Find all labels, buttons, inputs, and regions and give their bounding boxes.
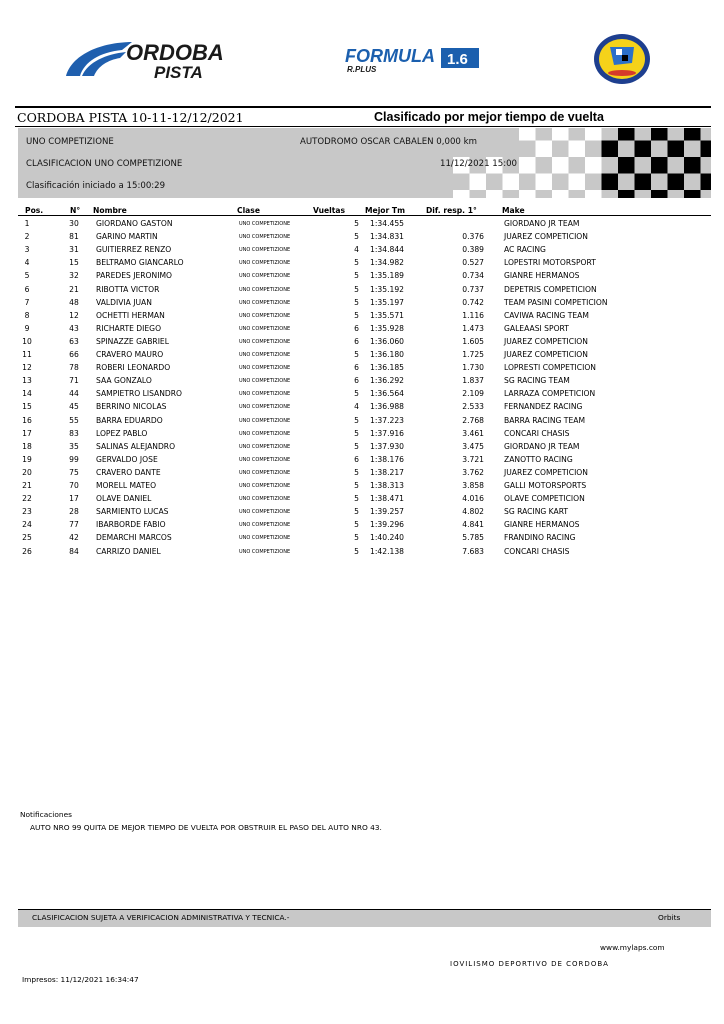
- row-driver-name: CARRIZO DANIEL: [96, 546, 161, 556]
- row-driver-name: IBARBORDE FABIO: [96, 520, 166, 530]
- table-row: [0, 442, 724, 455]
- row-diff: 2.533: [462, 402, 484, 412]
- row-class: UNO COMPETIZIONE: [239, 417, 291, 424]
- table-row: [0, 324, 724, 337]
- row-team: CAVIWA RACING TEAM: [504, 310, 589, 320]
- row-class: UNO COMPETIZIONE: [239, 535, 291, 542]
- row-team: TEAM PASINI COMPETICION: [504, 297, 608, 307]
- row-laps: 4: [354, 402, 359, 412]
- row-class: UNO COMPETIZIONE: [239, 483, 291, 489]
- row-driver-name: PAREDES JERONIMO: [96, 271, 172, 281]
- row-diff: 0.742: [462, 297, 484, 307]
- row-team: CONCARI CHASIS: [504, 546, 570, 556]
- row-diff: 1.837: [462, 376, 484, 386]
- organizer-label: IOVILISMO DEPORTIVO DE CORDOBA: [450, 960, 609, 968]
- row-team: SG RACING TEAM: [504, 376, 570, 386]
- row-class: UNO COMPETIZIONE: [239, 338, 291, 345]
- row-driver-name: BELTRAMO GIANCARLO: [96, 258, 184, 268]
- title-top-rule: [15, 106, 711, 108]
- row-number: 63: [69, 336, 79, 346]
- row-pos: 2: [24, 232, 30, 242]
- row-class: UNO COMPETIZIONE: [239, 286, 291, 293]
- notes-text: AUTO NRO 99 QUITA DE MEJOR TIEMPO DE VUELTA POR OBSTRUIR EL PASO DEL AUTO NRO 43.: [30, 823, 382, 832]
- row-driver-name: SAMPIETRO LISANDRO: [96, 389, 183, 399]
- row-laps: 5: [354, 415, 359, 425]
- row-driver-name: RIBOTTA VICTOR: [96, 284, 160, 294]
- row-class: UNO COMPETIZIONE: [239, 299, 291, 306]
- table-row: [0, 219, 724, 232]
- row-diff: 1.116: [462, 310, 484, 320]
- row-driver-name: SAA GONZALO: [96, 376, 152, 386]
- row-number: 45: [69, 402, 79, 412]
- row-diff: 0.734: [462, 271, 484, 281]
- row-number: 71: [69, 376, 79, 386]
- row-best-time: 1:36.060: [370, 336, 404, 346]
- table-row: [0, 481, 724, 494]
- row-best-time: 1:36.988: [370, 402, 404, 412]
- row-laps: 5: [354, 310, 359, 320]
- row-pos: 25: [22, 533, 32, 543]
- table-row: [0, 520, 724, 533]
- row-pos: 1: [24, 219, 30, 228]
- table-row: [0, 311, 724, 324]
- row-number: 81: [69, 232, 79, 242]
- row-diff: 2.768: [462, 415, 484, 425]
- row-class: UNO COMPETIZIONE: [239, 365, 291, 372]
- row-driver-name: CRAVERO MAURO: [96, 350, 164, 359]
- row-team: GALLI MOTORSPORTS: [504, 481, 587, 490]
- row-driver-name: RICHARTE DIEGO: [96, 323, 162, 333]
- row-best-time: 1:40.240: [370, 533, 404, 543]
- row-diff: 4.802: [462, 507, 484, 517]
- row-best-time: 1:37.916: [370, 428, 404, 438]
- row-driver-name: GIORDANO GASTON: [96, 219, 173, 228]
- row-team: FERNANDEZ RACING: [504, 402, 583, 412]
- row-team: JUAREZ COMPETICION: [504, 350, 588, 359]
- row-best-time: 1:42.138: [370, 546, 404, 556]
- row-pos: 11: [22, 350, 32, 359]
- row-number: 84: [69, 546, 79, 556]
- row-class: UNO COMPETIZIONE: [239, 430, 291, 437]
- printed-timestamp: Impresos: 11/12/2021 16:34:47: [22, 975, 139, 984]
- table-row: [0, 455, 724, 468]
- session-start-label: Clasificación iniciado a 15:00:29: [26, 181, 166, 191]
- row-team: FRANDINO RACING: [504, 533, 576, 543]
- row-class: UNO COMPETIZIONE: [239, 260, 291, 267]
- row-pos: 12: [22, 363, 32, 373]
- row-laps: 6: [354, 363, 359, 373]
- title-bottom-rule: [15, 126, 711, 127]
- row-number: 77: [69, 520, 79, 530]
- row-class: UNO COMPETIZIONE: [239, 325, 291, 332]
- row-laps: 5: [354, 533, 359, 543]
- col-num-header: N°: [70, 206, 81, 215]
- row-driver-name: GARINO MARTIN: [96, 232, 158, 242]
- row-best-time: 1:34.982: [370, 258, 404, 268]
- row-number: 70: [69, 481, 79, 490]
- table-row: [0, 271, 724, 284]
- row-best-time: 1:35.189: [370, 271, 404, 281]
- row-number: 44: [69, 389, 79, 399]
- row-number: 55: [69, 415, 79, 425]
- row-best-time: 1:38.217: [370, 467, 404, 477]
- row-diff: 3.721: [462, 454, 484, 464]
- row-driver-name: GERVALDO JOSE: [96, 454, 158, 464]
- cordoba-swoosh-icon: [62, 36, 232, 82]
- row-laps: 5: [354, 258, 359, 268]
- table-row: [0, 285, 724, 298]
- row-team: JUAREZ COMPETICION: [504, 232, 588, 242]
- row-laps: 5: [354, 507, 359, 517]
- col-pos-header: Pos.: [25, 206, 44, 215]
- table-row: [0, 416, 724, 429]
- row-class: UNO COMPETIZIONE: [239, 378, 291, 385]
- table-row: [0, 337, 724, 350]
- row-diff: 7.683: [462, 546, 484, 556]
- formula-logo-text: FORMULA: [345, 46, 435, 66]
- row-diff: 3.461: [462, 428, 484, 438]
- row-driver-name: OCHETTI HERMAN: [96, 310, 165, 320]
- row-best-time: 1:38.471: [370, 494, 404, 504]
- row-best-time: 1:36.185: [370, 363, 404, 373]
- row-number: 83: [69, 428, 79, 438]
- row-best-time: 1:36.564: [370, 389, 404, 399]
- row-driver-name: SALINAS ALEJANDRO: [96, 441, 176, 451]
- row-number: 32: [69, 271, 79, 281]
- col-name-header: Nombre: [93, 206, 127, 215]
- table-row: [0, 376, 724, 389]
- table-row: [0, 429, 724, 442]
- row-laps: 5: [354, 232, 359, 242]
- row-laps: 5: [354, 284, 359, 294]
- category-label: UNO COMPETIZIONE: [26, 137, 114, 147]
- row-driver-name: OLAVE DANIEL: [96, 494, 152, 504]
- row-team: LOPESTRI MOTORSPORT: [504, 258, 596, 268]
- row-best-time: 1:35.197: [370, 297, 404, 307]
- row-class: UNO COMPETIZIONE: [239, 273, 291, 280]
- col-laps-header: Vueltas: [313, 206, 346, 215]
- row-number: 48: [69, 297, 79, 307]
- row-diff: 4.841: [462, 520, 484, 530]
- row-pos: 17: [22, 428, 32, 438]
- row-number: 43: [69, 323, 79, 333]
- club-badge-logo: [592, 33, 652, 85]
- row-best-time: 1:36.180: [370, 350, 404, 359]
- row-pos: 10: [22, 336, 32, 346]
- row-laps: 5: [354, 546, 359, 556]
- row-driver-name: VALDIVIA JUAN: [96, 297, 152, 307]
- row-number: 31: [69, 245, 79, 255]
- row-driver-name: SARMIENTO LUCAS: [96, 507, 169, 517]
- col-class-header: Clase: [237, 206, 260, 215]
- row-class: UNO COMPETIZIONE: [239, 522, 291, 529]
- row-team: LARRAZA COMPETICION: [504, 389, 596, 399]
- row-laps: 6: [354, 454, 359, 464]
- row-driver-name: CRAVERO DANTE: [96, 467, 161, 477]
- row-driver-name: MORELL MATEO: [96, 481, 157, 490]
- row-best-time: 1:39.257: [370, 507, 404, 517]
- row-pos: 3: [24, 245, 30, 255]
- row-best-time: 1:35.571: [370, 310, 404, 320]
- footer-disclaimer: CLASIFICACION SUJETA A VERIFICACION ADMINISTRATIVA Y TECNICA.-: [32, 913, 290, 922]
- row-team: LOPRESTI COMPETICION: [504, 363, 596, 373]
- row-team: GIORDANO JR TEAM: [504, 219, 580, 228]
- row-driver-name: ROBERI LEONARDO: [96, 363, 171, 373]
- row-driver-name: SPINAZZE GABRIEL: [96, 336, 169, 346]
- col-diff-header: Dif. resp. 1°: [426, 206, 477, 215]
- report-title: Clasificado por mejor tiempo de vuelta: [374, 110, 604, 124]
- row-diff: 3.762: [462, 467, 484, 477]
- row-best-time: 1:34.831: [370, 232, 404, 242]
- row-number: 15: [69, 258, 79, 268]
- row-laps: 4: [354, 245, 359, 255]
- row-pos: 19: [22, 454, 32, 464]
- row-class: UNO COMPETIZIONE: [239, 234, 291, 241]
- row-laps: 5: [354, 441, 359, 451]
- row-best-time: 1:34.455: [370, 219, 404, 228]
- row-team: AC RACING: [504, 245, 546, 255]
- table-row: [0, 547, 724, 560]
- notes-title: Notificaciones: [20, 810, 72, 819]
- row-diff: 1.605: [462, 336, 484, 346]
- row-pos: 20: [22, 467, 32, 477]
- row-number: 35: [69, 441, 79, 451]
- row-driver-name: LOPEZ PABLO: [96, 428, 148, 438]
- row-driver-name: GUITIERREZ RENZO: [96, 245, 172, 255]
- table-row: [0, 298, 724, 311]
- row-laps: 6: [354, 323, 359, 333]
- row-team: OLAVE COMPETICION: [504, 494, 585, 504]
- row-number: 99: [69, 454, 79, 464]
- table-row: [0, 494, 724, 507]
- row-diff: 0.527: [462, 258, 484, 268]
- row-pos: 26: [22, 546, 32, 556]
- row-best-time: 1:36.292: [370, 376, 404, 386]
- row-class: UNO COMPETIZIONE: [239, 312, 291, 319]
- row-laps: 5: [354, 219, 359, 228]
- row-laps: 5: [354, 389, 359, 399]
- row-pos: 4: [24, 258, 30, 268]
- row-pos: 5: [24, 271, 30, 281]
- row-diff: 1.725: [462, 350, 484, 359]
- row-laps: 5: [354, 428, 359, 438]
- row-diff: 0.737: [462, 284, 484, 294]
- header-rule: [18, 215, 711, 216]
- row-pos: 18: [22, 441, 32, 451]
- row-team: GALEAASI SPORT: [504, 323, 569, 333]
- row-pos: 7: [24, 297, 30, 307]
- row-team: JUAREZ COMPETICION: [504, 467, 588, 477]
- row-pos: 16: [22, 415, 32, 425]
- row-driver-name: BERRINO NICOLAS: [96, 402, 167, 412]
- table-row: [0, 363, 724, 376]
- table-row: [0, 350, 724, 363]
- table-row: [0, 507, 724, 520]
- row-best-time: 1:37.223: [370, 415, 404, 425]
- row-class: UNO COMPETIZIONE: [239, 548, 291, 555]
- row-laps: 5: [354, 494, 359, 504]
- row-best-time: 1:35.928: [370, 323, 404, 333]
- row-class: UNO COMPETIZIONE: [239, 352, 291, 358]
- row-laps: 5: [354, 467, 359, 477]
- row-class: UNO COMPETIZIONE: [239, 391, 291, 398]
- row-pos: 22: [22, 494, 32, 504]
- row-pos: 23: [22, 507, 32, 517]
- row-best-time: 1:38.176: [370, 454, 404, 464]
- row-number: 17: [69, 494, 79, 504]
- row-best-time: 1:34.844: [370, 245, 404, 255]
- row-class: UNO COMPETIZIONE: [239, 221, 291, 227]
- row-team: ZANOTTO RACING: [504, 454, 573, 464]
- row-number: 21: [69, 284, 79, 294]
- row-number: 66: [69, 350, 79, 359]
- row-laps: 6: [354, 376, 359, 386]
- row-diff: 0.376: [462, 232, 484, 242]
- row-pos: 15: [22, 402, 32, 412]
- table-row: [0, 258, 724, 271]
- row-pos: 9: [24, 323, 30, 333]
- row-laps: 5: [354, 481, 359, 490]
- session-label: CLASIFICACION UNO COMPETIZIONE: [26, 159, 183, 169]
- row-diff: 5.785: [462, 533, 484, 543]
- row-driver-name: DEMARCHI MARCOS: [96, 533, 172, 543]
- row-number: 12: [69, 310, 79, 320]
- table-row: [0, 389, 724, 402]
- row-diff: 2.109: [462, 389, 484, 399]
- row-best-time: 1:37.930: [370, 441, 404, 451]
- session-info-box: [18, 128, 711, 198]
- row-team: JUAREZ COMPETICION: [504, 336, 588, 346]
- row-laps: 5: [354, 520, 359, 530]
- row-best-time: 1:35.192: [370, 284, 404, 294]
- row-laps: 5: [354, 297, 359, 307]
- row-number: 28: [69, 507, 79, 517]
- row-diff: 3.858: [462, 481, 484, 490]
- table-row: [0, 232, 724, 245]
- row-team: BARRA RACING TEAM: [504, 415, 585, 425]
- row-pos: 24: [22, 520, 32, 530]
- website-link[interactable]: www.mylaps.com: [600, 943, 665, 952]
- row-class: UNO COMPETIZIONE: [239, 247, 291, 254]
- formula-num-text: 1.6: [447, 51, 468, 68]
- row-pos: 13: [22, 376, 32, 386]
- row-team: GIORDANO JR TEAM: [504, 441, 580, 451]
- row-diff: 0.389: [462, 245, 484, 255]
- row-laps: 6: [354, 336, 359, 346]
- table-row: [0, 245, 724, 258]
- col-make-header: Make: [502, 206, 525, 215]
- table-row: [0, 402, 724, 415]
- row-team: GIANRE HERMANOS: [504, 520, 580, 530]
- circuit-label: AUTODROMO OSCAR CABALEN 0,000 km: [300, 137, 477, 147]
- formula-sub-text: R.PLUS: [347, 65, 377, 74]
- col-best-header: Mejor Tm: [365, 206, 406, 215]
- row-pos: 8: [24, 310, 30, 320]
- row-team: GIANRE HERMANOS: [504, 271, 580, 281]
- row-diff: 1.730: [462, 363, 484, 373]
- table-row: [0, 468, 724, 481]
- row-diff: 3.475: [462, 441, 484, 451]
- session-datetime: 11/12/2021 15:00: [440, 159, 518, 169]
- row-diff: 4.016: [462, 494, 484, 504]
- row-diff: 1.473: [462, 323, 484, 333]
- cordoba-logo-text: ORDOBA: [126, 40, 224, 65]
- row-class: UNO COMPETIZIONE: [239, 496, 291, 503]
- row-team: CONCARI CHASIS: [504, 428, 570, 438]
- row-pos: 6: [24, 284, 30, 294]
- row-class: UNO COMPETIZIONE: [239, 509, 291, 516]
- row-number: 78: [69, 363, 79, 373]
- row-number: 42: [69, 533, 79, 543]
- row-driver-name: BARRA EDUARDO: [96, 415, 163, 425]
- row-pos: 14: [22, 389, 32, 399]
- row-number: 30: [69, 219, 79, 228]
- event-title: CORDOBA PISTA 10-11-12/12/2021: [17, 110, 244, 125]
- row-best-time: 1:38.313: [370, 481, 404, 490]
- row-best-time: 1:39.296: [370, 520, 404, 530]
- footer-brand: Orbits: [658, 913, 681, 922]
- pista-logo-text: PISTA: [154, 63, 203, 82]
- row-class: UNO COMPETIZIONE: [239, 469, 291, 476]
- row-pos: 21: [22, 481, 32, 490]
- row-class: UNO COMPETIZIONE: [239, 404, 291, 411]
- formula-16-logo: [343, 44, 483, 74]
- row-class: UNO COMPETIZIONE: [239, 443, 291, 450]
- row-number: 75: [69, 467, 79, 477]
- row-class: UNO COMPETIZIONE: [239, 456, 291, 463]
- row-team: SG RACING KART: [504, 507, 569, 517]
- table-row: [0, 533, 724, 546]
- row-laps: 5: [354, 350, 359, 359]
- row-laps: 5: [354, 271, 359, 281]
- row-team: DEPETRIS COMPETICION: [504, 284, 597, 294]
- cordoba-pista-logo: [62, 36, 232, 82]
